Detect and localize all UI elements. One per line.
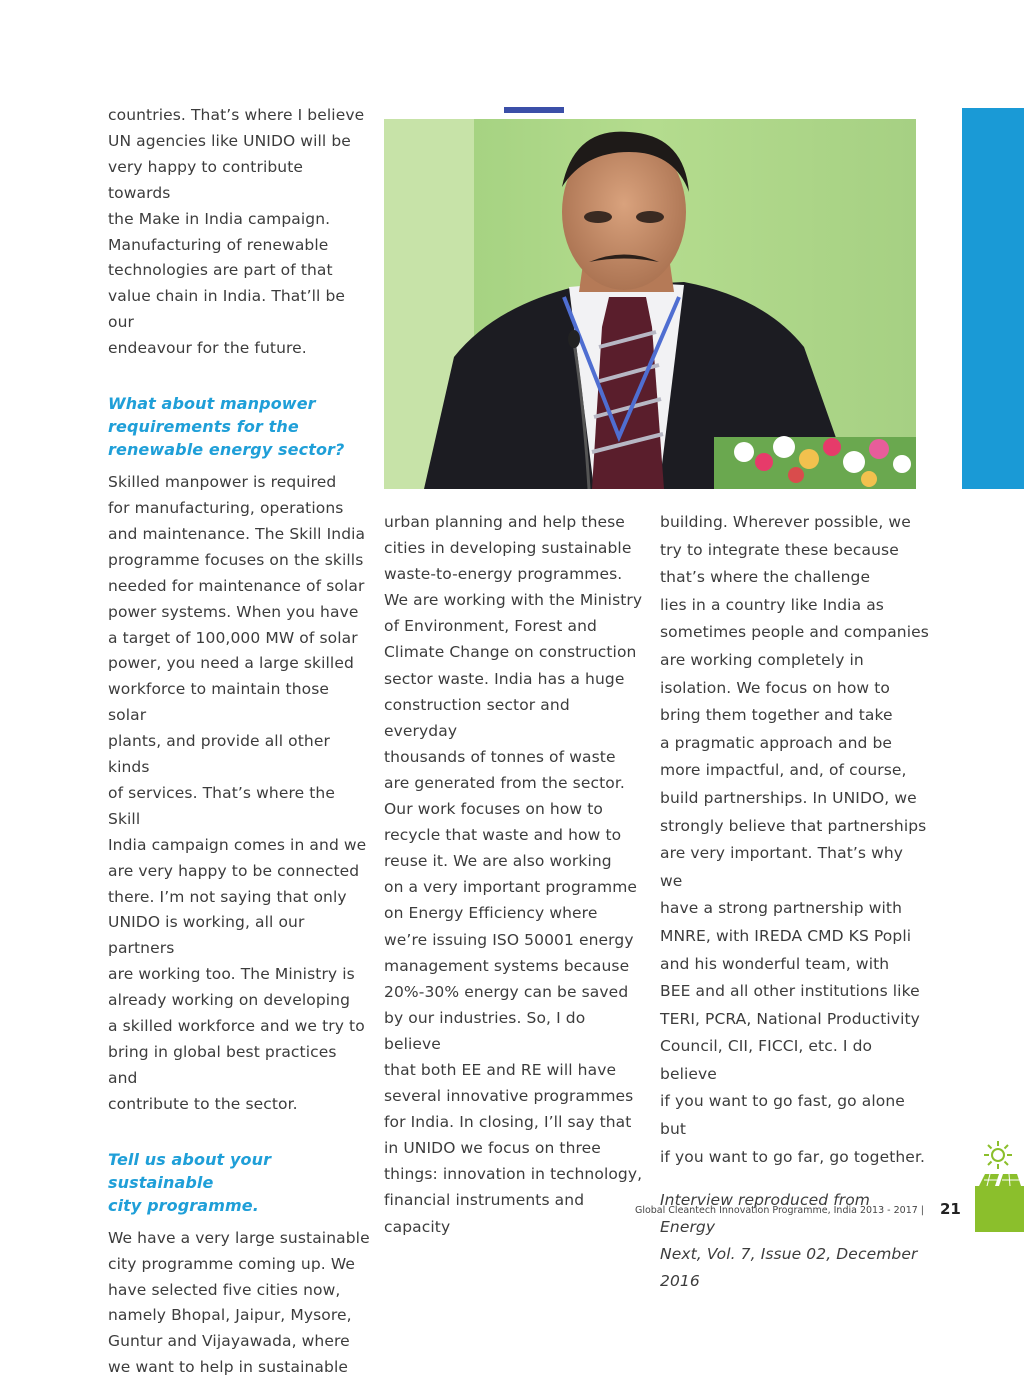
interview-question: Tell us about your sustainable city programme. <box>108 1149 272 1215</box>
page-tab <box>975 1186 1024 1232</box>
section-tab <box>962 108 1024 489</box>
text-column-3 <box>660 509 930 1295</box>
body-paragraph: building. Wherever possible, we try to integrate these because that’s where the challenge lies in a country like India as sometimes people and companies are working completely in isolation. We focus on how to bring them together and take a pragmatic approach and be more impactful, and, of course, build partnerships. In UNIDO, we strongly believe that partnerships are very important. That’s why we have a strong partnership with MNRE, with IREDA CMD KS Popli and his wonderful team, with BEE and all other institutions like TERI, PCRA, National Productivity Council, CII, FICCI, etc. I do believe if you want to go fast, go alone but if you want to go far, go together. <box>660 513 929 1166</box>
body-paragraph: countries. That’s where I believe UN agencies like UNIDO will be very happy to contribute towards the Make in India campaign. Manufacturing of renewable technologies are part of that value chain in India. That’ll be our endeavour for the future. <box>108 106 365 358</box>
interview-credit: Interview reproduced from Energy Next, Vol. 7, Issue 02, December 2016 <box>660 1191 918 1291</box>
page-number: 21 <box>940 1200 961 1218</box>
body-paragraph: Skilled manpower is required for manufacturing, operations and maintenance. The Skill India programme focuses on the skills needed for maintenance of solar power systems. When you have a target of 100,000 MW of solar power, you need a large skilled workforce to maintain those solar plants, and provide all other kinds of services. That’s where the Skill India campaign comes in and we are very happy to be connected there. I’m not saying that only UNIDO is working, all our partners are working too. The Ministry is already working on developing a skilled workforce and we try to bring in global best practices and contribute to the sector. <box>108 473 367 1113</box>
text-column-1 <box>108 103 370 1381</box>
body-paragraph: We have a very large sustainable city programme coming up. We have selected five cities now, namely Bhopal, Jaipur, Mysore, Guntur and Vijayawada, where we want to help in sustainable <box>108 1228 370 1377</box>
speaker-photo <box>384 107 916 489</box>
interview-question: What about manpower requirements for the renewable energy sector? <box>108 394 345 460</box>
body-paragraph: urban planning and help these cities in developing sustainable waste-to-energy programmes. We are working with the Ministry of Environment, Forest and Climate Change on construction sector waste. India has a huge construction sector and everyday thousands of tonnes of waste are generated from the sector. Our work focuses on how to recycle that waste and how to reuse it. We are also working on a very important programme on Energy Efficiency where we’re issuing ISO 50001 energy management systems because 20%-30% energy can be saved by our industries. So, I do believe that both EE and RE will have several innovative programmes for India. In closing, I’ll say that in UNIDO we focus on three things: innovation in technology, financial instruments and capacity <box>384 513 643 1236</box>
footer-text: Global Cleantech Innovation Programme, India 2013 - 2017 | <box>634 1205 924 1216</box>
text-column-2 <box>384 509 646 1240</box>
sun-icon <box>983 1140 1013 1170</box>
